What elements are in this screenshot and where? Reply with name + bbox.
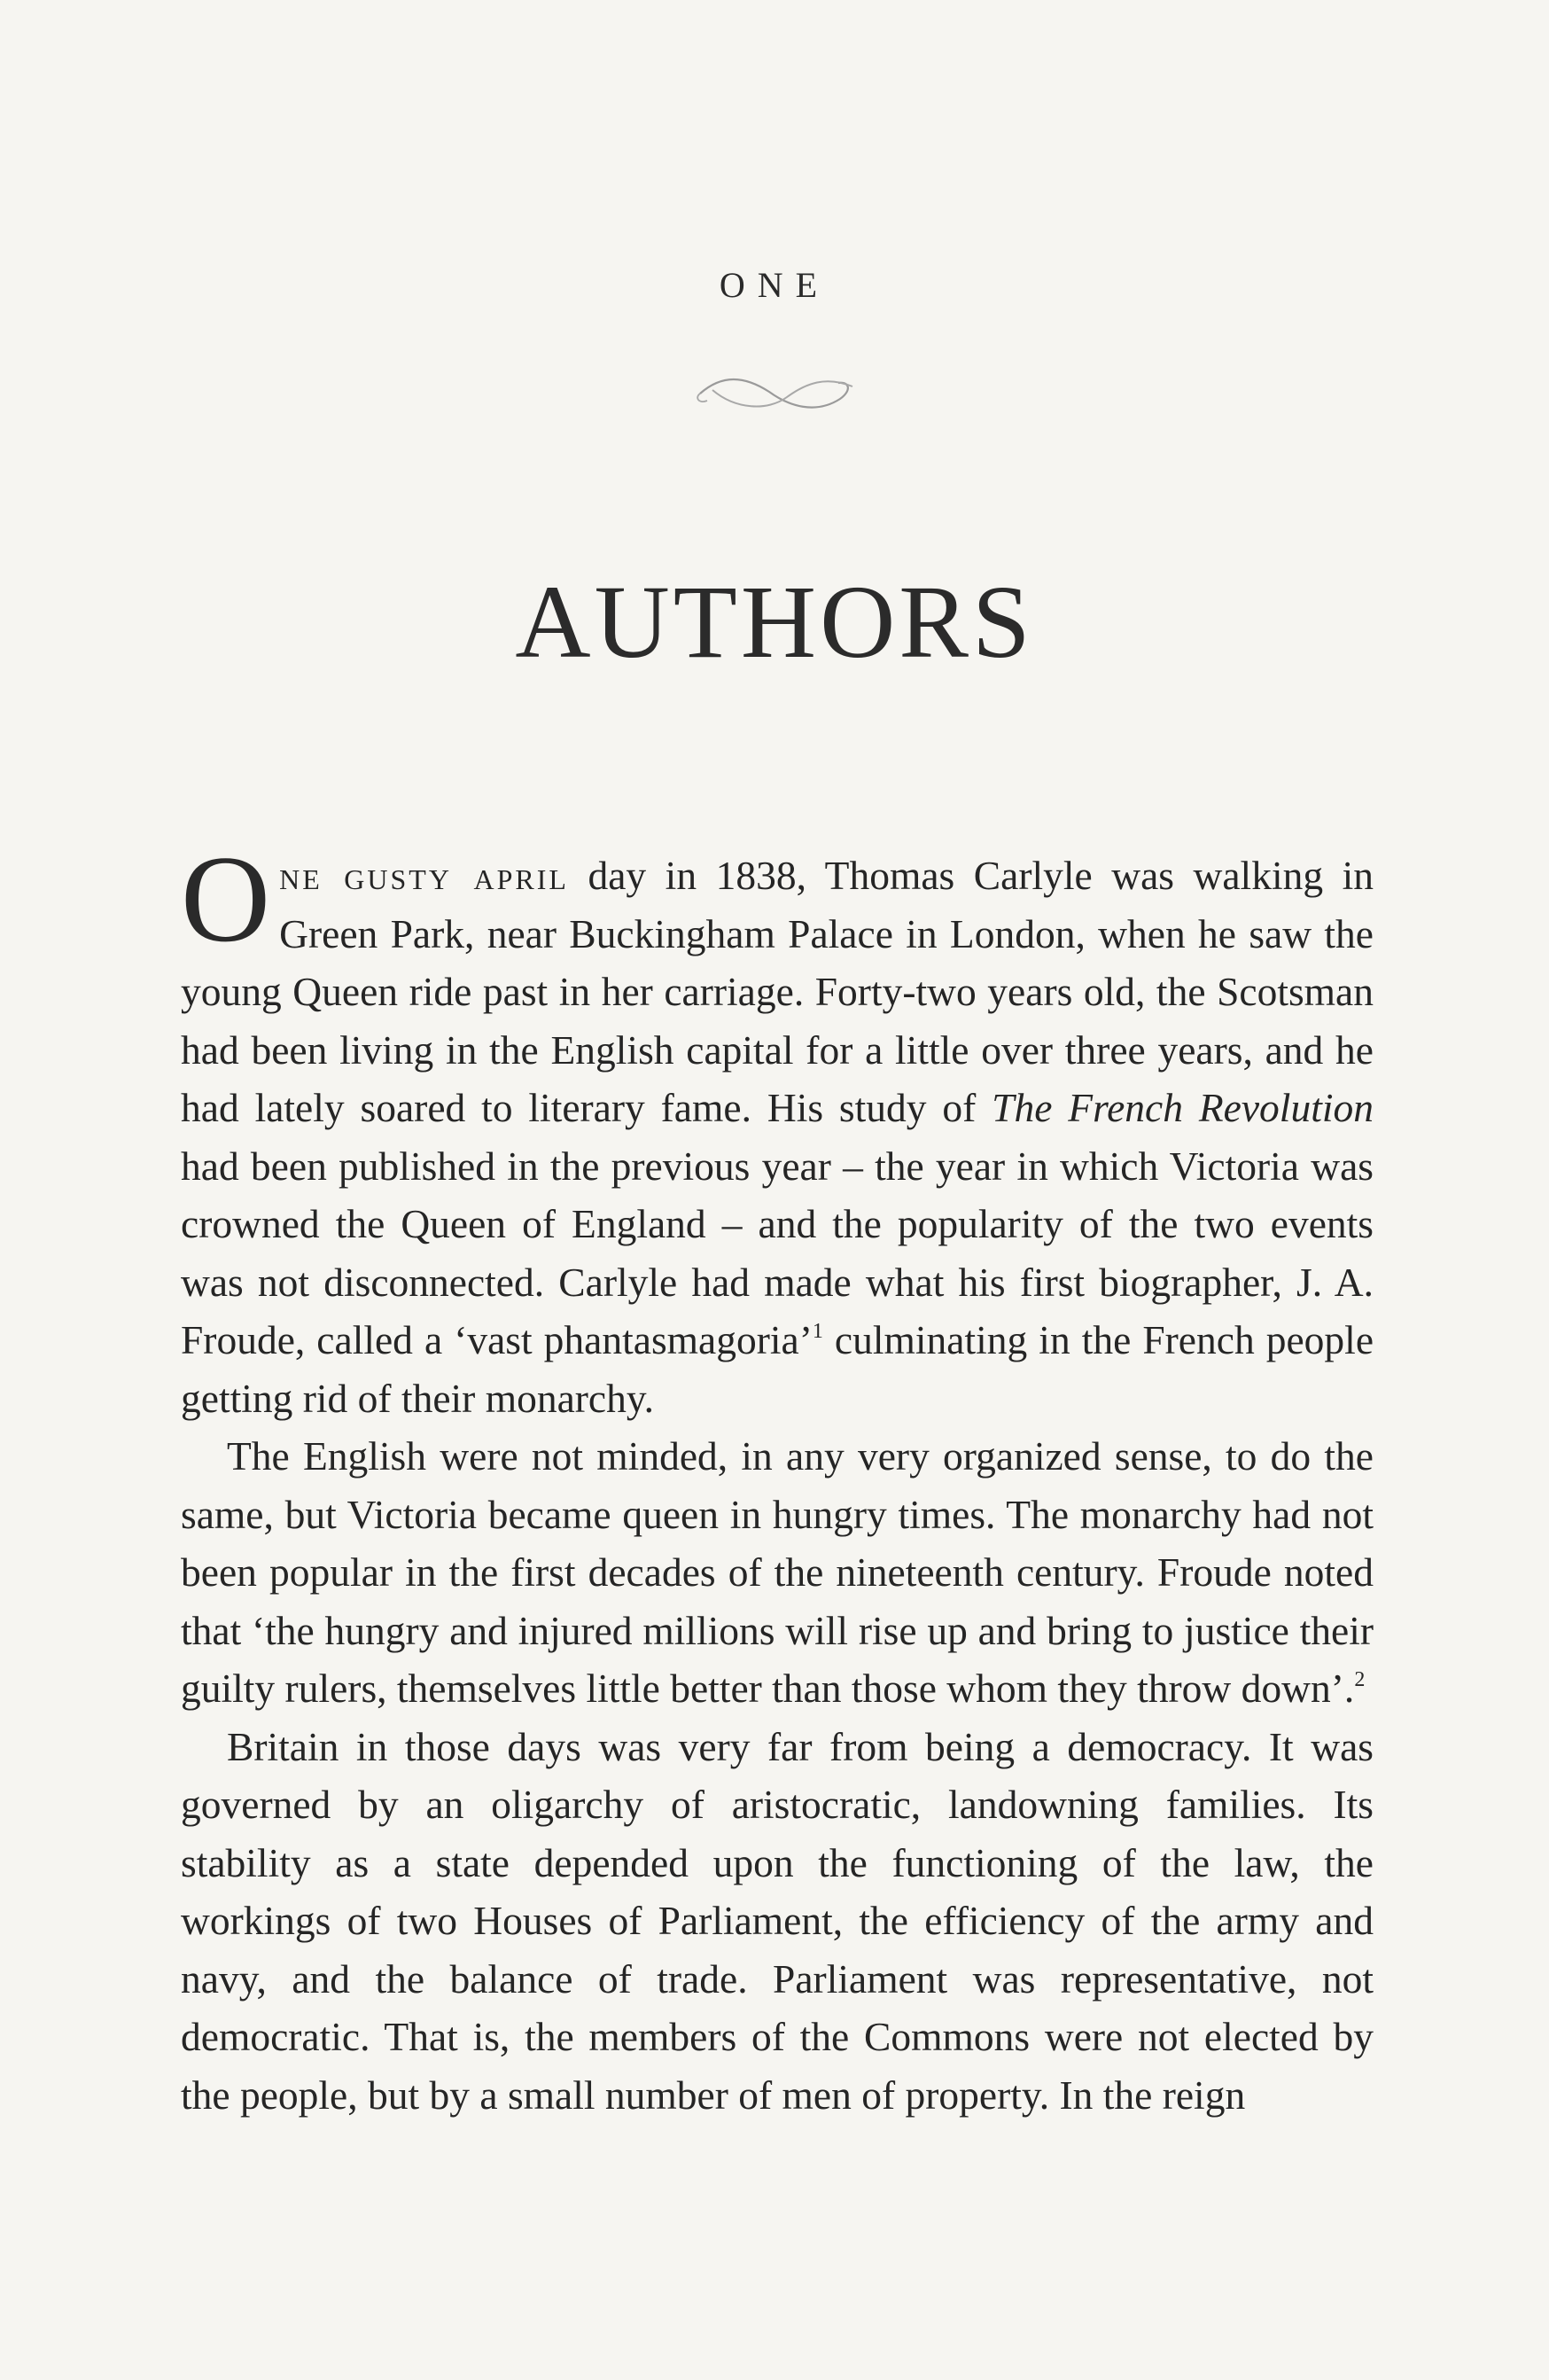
book-title: The French Revolution (992, 1085, 1374, 1130)
paragraph-1 (181, 831, 1374, 1427)
paragraph-2 (181, 1427, 1374, 1718)
chapter-body (181, 831, 1374, 2124)
lead-in-small-caps: ne gusty april (279, 853, 569, 898)
paragraph-1-text-c: culminating in the French people getting rid of their monarchy. (181, 1317, 1374, 1421)
footnote-ref-2: 2 (1354, 1668, 1366, 1691)
chapter-number: ONE (719, 265, 830, 305)
paragraph-1-text-b: had been published in the previous year – the year in which Victoria was crowned the Queen of England – and the popularity of the two events was not disconnected. Carlyle had made what his first biographer, J. A. Froude, called a ‘vast phantasmagoria’ (181, 1143, 1374, 1362)
paragraph-2-text: The English were not minded, in any very organized sense, to do the same, but Victoria became queen in hungry times. The monarchy had not been popular in the first decades of the nineteenth century. Froude noted that ‘the hungry and injured millions will rise up and bring to justice their guilty rulers, themselves little better than those whom they throw down’. (181, 1433, 1374, 1711)
chapter-title: AUTHORS (515, 564, 1034, 681)
drop-cap: O (181, 831, 271, 968)
footnote-ref-1: 1 (812, 1320, 823, 1343)
flourish-ornament-icon (682, 363, 868, 425)
paragraph-3-text: Britain in those days was very far from being a democracy. It was governed by an oligarchy of aristocratic, landowning families. Its stability as a state depended upon the functioning of the law, the workings of two Houses of Parliament, the efficiency of the army and navy, and the balance of trade. Parliament was representative, not democratic. That is, the members of the Commons were not elected by the people, but by a small number of men of property. In the reign (181, 1723, 1374, 2118)
paragraph-1-text-a: day in 1838, Thomas Carlyle was walking in Green Park, near Buckingham Palace in London, when he saw the young Queen ride past in her carriage. Forty-two years old, the Scotsman had been living in the English capital for a little over three years, and he had lately soared to literary fame. His study of (181, 853, 1374, 1130)
paragraph-3 (181, 1718, 1374, 2125)
